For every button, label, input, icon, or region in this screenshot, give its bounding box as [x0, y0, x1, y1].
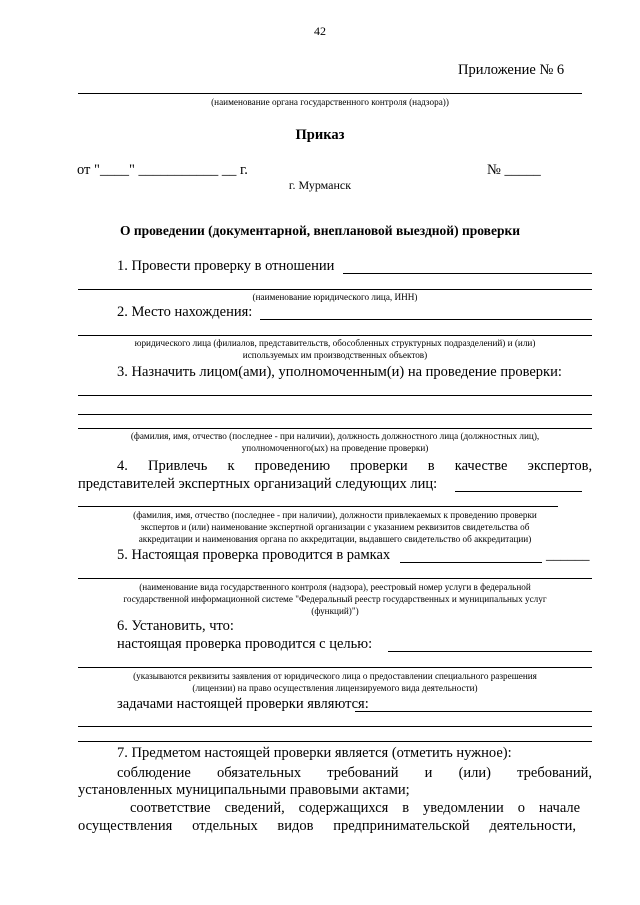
- item3-line-2: [78, 414, 592, 415]
- item2-caption-2: используемых им производственных объектов): [242, 350, 428, 360]
- item3-caption-1: (фамилия, имя, отчество (последнее - при наличии), должность должностного лица (должностных лиц),: [130, 431, 540, 441]
- item2-text: 2. Место нахождения:: [117, 304, 253, 320]
- authority-line: [78, 93, 582, 94]
- item5-tail: ______: [546, 547, 590, 563]
- item2-caption-1: юридического лица (филиалов, представительств, обособленных структурных подразделений) и (или): [134, 338, 536, 348]
- item4-line-1: 4. Привлечь к проведению проверки в качестве экспертов,: [117, 458, 593, 474]
- item7-p1-line-1: соблюдение обязательных требований и (или) требований,: [117, 765, 592, 781]
- item7-p1-line-2: установленных муниципальными правовыми актами;: [78, 782, 410, 798]
- item7-p2-line-2: осуществления отдельных видов предпринимательской деятельности,: [78, 818, 577, 834]
- item3-line-3: [78, 428, 592, 429]
- item5-caption-2: государственной информационной системе "Федеральный реестр государственных и муниципальных услуг: [123, 594, 547, 604]
- item7-text: 7. Предметом настоящей проверки является (отметить нужное):: [117, 745, 512, 761]
- item3-text: 3. Назначить лицом(ами), уполномоченным(и) на проведение проверки:: [117, 364, 562, 380]
- item6-caption-2: (лицензии) на право осуществления лицензируемого вида деятельности): [192, 683, 478, 693]
- item4-caption-1: (фамилия, имя, отчество (последнее - при наличии), должности привлекаемых к проведению проверки: [133, 510, 537, 520]
- item5-caption-1: (наименование вида государственного контроля (надзора), реестровый номер услуги в федеральной: [139, 582, 531, 592]
- item6-tasks-line-1: [78, 726, 592, 727]
- city: г. Мурманск: [288, 178, 352, 192]
- item2-blank: [260, 319, 592, 320]
- section-heading: О проведении (документарной, внеплановой выездной) проверки: [119, 223, 521, 238]
- number-line: № _____: [487, 162, 541, 178]
- item3-line-1: [78, 395, 592, 396]
- item2-line: [78, 335, 592, 336]
- item6-tasks-line-2: [78, 741, 592, 742]
- item3-caption-2: уполномоченного(ых) на проведение проверки): [241, 443, 429, 453]
- item5-blank: [400, 562, 542, 563]
- item4-caption-2: экспертов и (или) наименование экспертной организации с указанием реквизитов свидетельства об: [140, 522, 530, 532]
- item5-line: [78, 578, 592, 579]
- page-number: 42: [314, 24, 326, 38]
- item6-text: 6. Установить, что:: [117, 618, 234, 634]
- item4-line: [78, 506, 558, 507]
- document-title: Приказ: [295, 127, 345, 143]
- item6-tasks: задачами настоящей проверки являются:: [117, 696, 369, 712]
- item1-text: 1. Провести проверку в отношении: [117, 258, 335, 274]
- item6-purpose: настоящая проверка проводится с целью:: [117, 636, 373, 652]
- item4-line-2: представителей экспертных организаций следующих лиц:: [78, 476, 438, 492]
- item1-blank: [343, 273, 592, 274]
- item5-text: 5. Настоящая проверка проводится в рамках: [117, 547, 391, 563]
- item4-caption-3: аккредитации и наименования органа по аккредитации, выдавшего свидетельство об аккредитации): [138, 534, 532, 544]
- appendix-label: Приложение № 6: [458, 62, 565, 78]
- authority-caption: (наименование органа государственного контроля (надзора)): [211, 97, 449, 107]
- item5-caption-3: (функций)"): [311, 606, 359, 616]
- item7-p2-line-1: соответствие сведений, содержащихся в уведомлении о начале: [130, 800, 581, 816]
- item6-line: [78, 667, 592, 668]
- item1-line: [78, 289, 592, 290]
- item6-caption-1: (указываются реквизиты заявления от юридического лица о предоставлении специального разрешения: [133, 671, 537, 681]
- item6-purpose-blank: [388, 651, 592, 652]
- item1-caption: (наименование юридического лица, ИНН): [252, 292, 418, 302]
- item4-blank: [455, 491, 582, 492]
- date-line: от "____" ___________ __ г.: [77, 162, 248, 178]
- item6-tasks-blank: [355, 711, 592, 712]
